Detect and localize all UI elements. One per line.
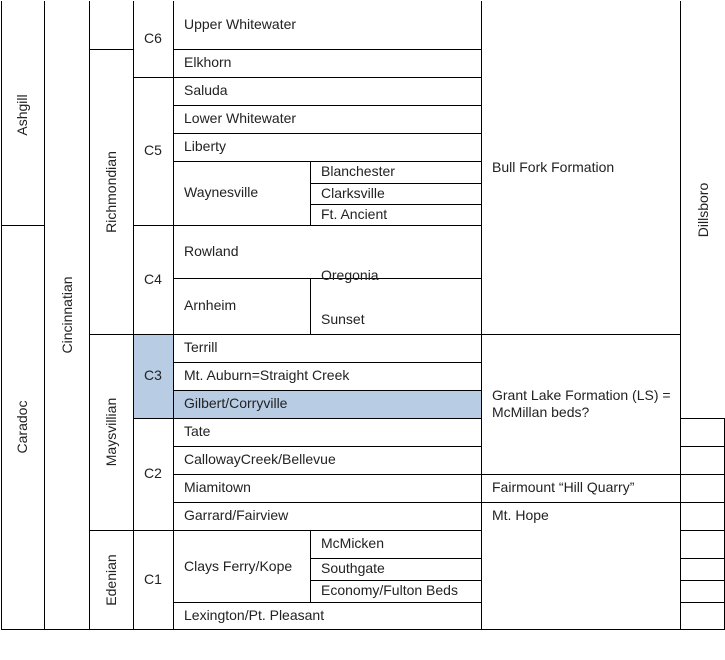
formation-saluda: Saluda <box>184 82 228 99</box>
formation-clays-ferry: Clays Ferry/Kope <box>184 557 293 574</box>
formation-elkhorn: Elkhorn <box>184 54 232 71</box>
member-clarksville: Clarksville <box>321 184 385 201</box>
group-cincinnatian: Cincinnatian <box>59 276 75 354</box>
member-sunset: Sunset <box>321 311 365 328</box>
column-dillsboro: Dillsboro <box>695 182 711 238</box>
unit-c2: C2 <box>144 465 162 482</box>
formation-liberty: Liberty <box>184 138 227 155</box>
formation-arnheim: Arnheim <box>184 297 237 314</box>
equivalent-mt-hope: Mt. Hope <box>492 507 549 524</box>
member-economy: Economy/Fulton Beds <box>321 582 458 599</box>
formation-upper-whitewater: Upper Whitewater <box>184 16 297 33</box>
formation-terrill: Terrill <box>184 339 218 356</box>
series-caradoc: Caradoc <box>14 400 30 454</box>
formation-tate: Tate <box>184 423 211 440</box>
equivalent-grant-lake: Grant Lake Formation (LS) = McMillan beds? <box>492 386 671 420</box>
unit-c5: C5 <box>144 142 162 159</box>
equivalent-fairmount: Fairmount “Hill Quarry” <box>492 479 635 496</box>
formation-gilbert: Gilbert/Corryville <box>184 395 288 412</box>
member-ft-ancient: Ft. Ancient <box>321 205 388 222</box>
unit-c6: C6 <box>144 30 162 47</box>
member-mcmicken: McMicken <box>321 535 385 552</box>
member-southgate: Southgate <box>321 560 385 577</box>
stage-edenian: Edenian <box>103 554 119 606</box>
formation-lower-whitewater: Lower Whitewater <box>184 110 297 127</box>
formation-mt-auburn: Mt. Auburn=Straight Creek <box>184 367 350 384</box>
member-oregonia: Oregonia <box>321 267 379 284</box>
stage-maysvillian: Maysvillian <box>103 397 119 467</box>
series-ashgill: Ashgill <box>14 94 30 136</box>
formation-miamitown: Miamitown <box>184 479 251 496</box>
member-blanchester: Blanchester <box>321 163 395 180</box>
unit-c1: C1 <box>144 570 162 587</box>
formation-rowland: Rowland <box>184 242 239 259</box>
unit-c3: C3 <box>144 367 162 384</box>
stage-richmondian: Richmondian <box>103 151 119 233</box>
formation-waynesville: Waynesville <box>184 184 259 201</box>
formation-garrard: Garrard/Fairview <box>184 507 289 524</box>
unit-c4: C4 <box>144 270 162 287</box>
formation-lexington: Lexington/Pt. Pleasant <box>184 606 325 623</box>
equivalent-bull-fork: Bull Fork Formation <box>492 158 615 175</box>
formation-calloway: CallowayCreek/Bellevue <box>184 451 336 468</box>
